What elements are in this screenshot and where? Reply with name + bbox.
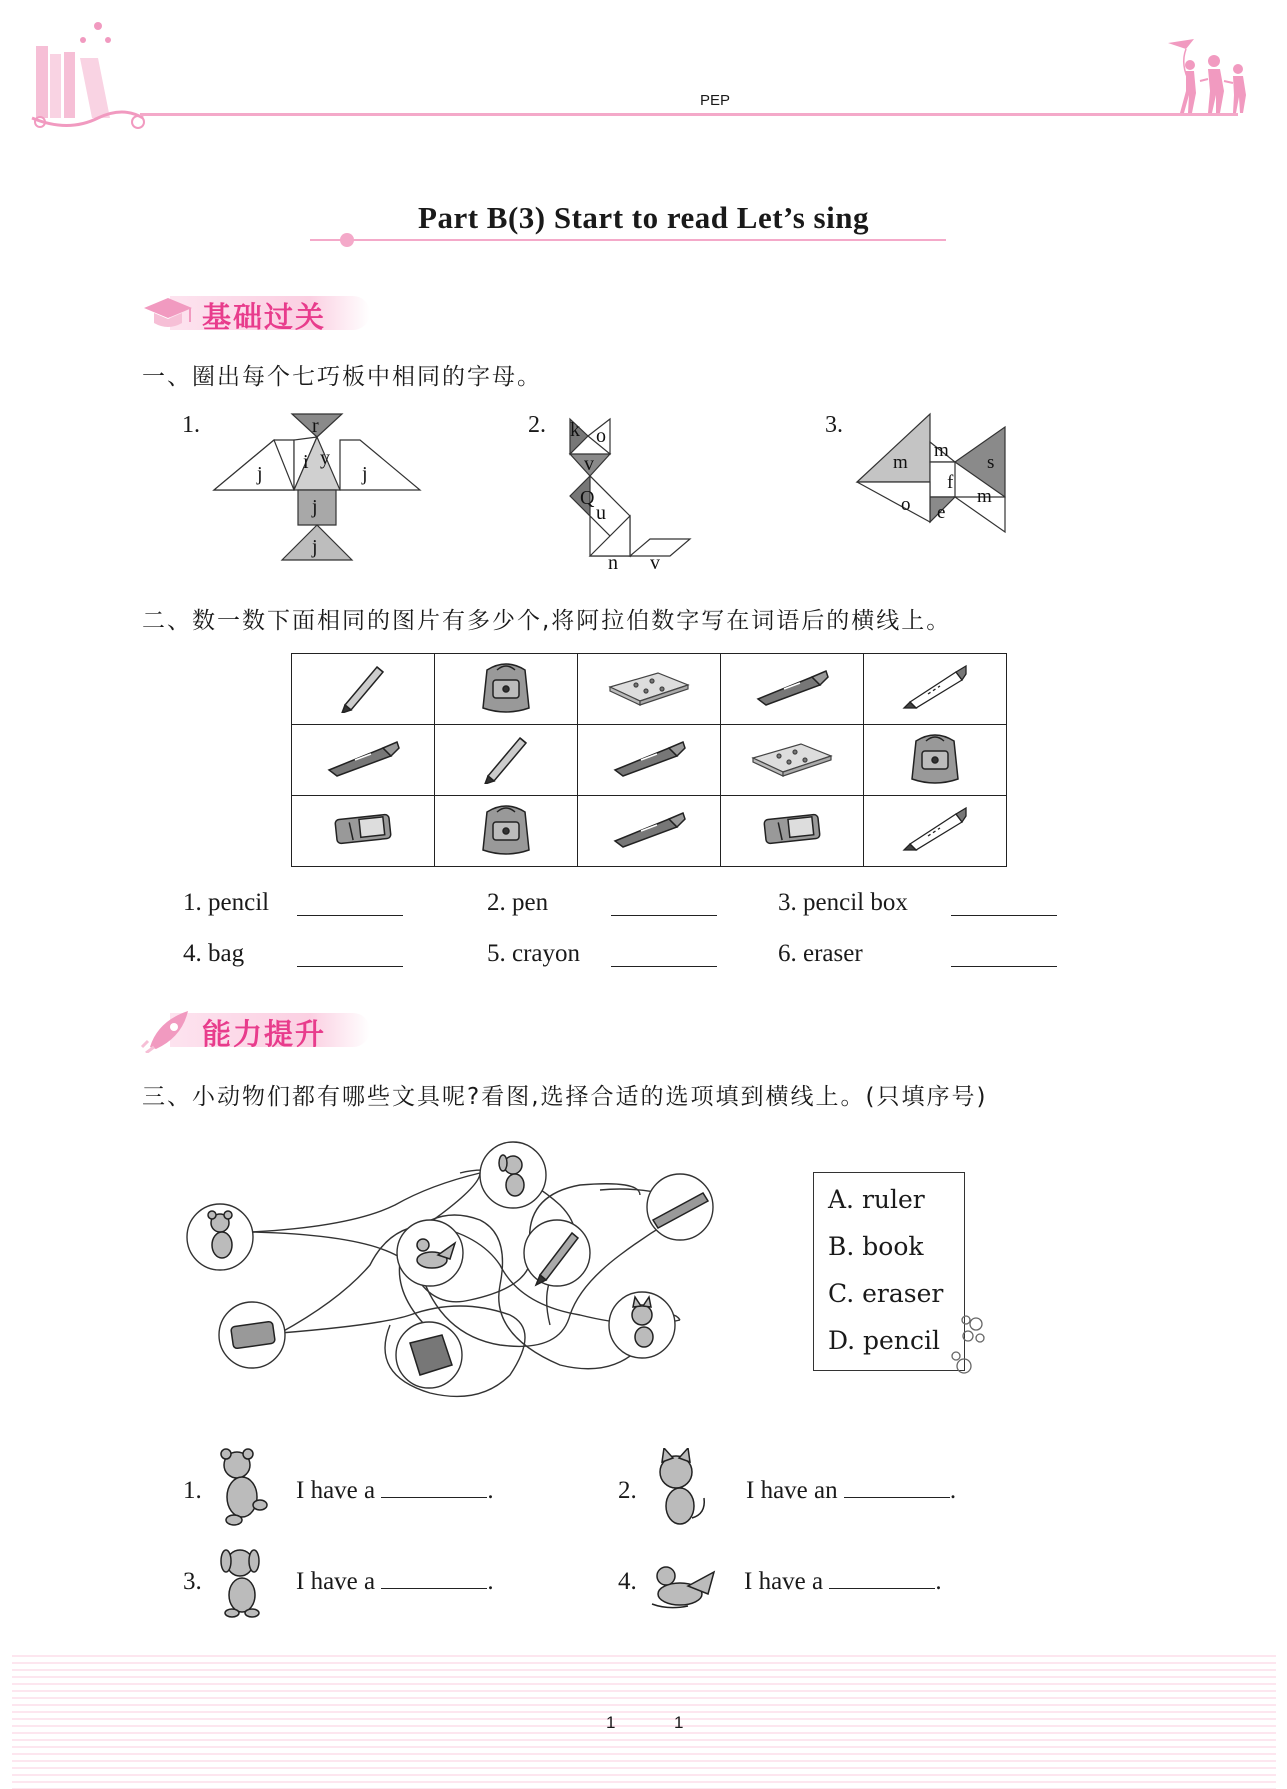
tangram-3-number: 3.: [825, 412, 843, 438]
answer-1: [183, 889, 269, 917]
tangram-1-letter-j-left: j: [257, 463, 263, 485]
sentence-2: [746, 1477, 956, 1505]
pen-icon: [611, 834, 687, 853]
sentence-4-blank[interactable]: [829, 1588, 935, 1589]
answer-6: [778, 940, 863, 968]
answer-label: 1. pencil: [183, 889, 270, 916]
answer-2: [487, 889, 548, 917]
grid-cell: [864, 725, 1007, 796]
period: .: [949, 1477, 957, 1504]
page-footer: [12, 1655, 1276, 1789]
grid-cell: [578, 725, 721, 796]
sentence-3: [296, 1568, 494, 1596]
bag-icon: [473, 843, 539, 862]
tangram-2-figure: [560, 414, 700, 579]
tangram-3-letter-m-right: m: [977, 486, 992, 507]
header-logo: [28, 18, 153, 136]
grid-row: [292, 725, 1007, 796]
grid-row: [292, 796, 1007, 867]
answer-3: [778, 889, 908, 917]
header-rule: [140, 113, 1238, 116]
q3-instruction: 三、小动物们都有哪些文具呢?看图,选择合适的选项填到横线上。(只填序号): [142, 1084, 988, 1110]
tangram-3-letter-m-left: m: [893, 452, 908, 473]
tangram-1-letter-i: i: [303, 451, 309, 473]
cat-icon: [632, 1297, 653, 1347]
page-number-right: 1: [674, 1713, 684, 1732]
tangram-2-letter-n: n: [608, 552, 618, 574]
tangram-2-letter-u: u: [596, 502, 606, 524]
pen-icon: [611, 763, 687, 782]
eraser-icon: [330, 834, 396, 853]
pencil-box-icon: [606, 692, 692, 711]
grid-cell: [721, 654, 864, 725]
tangram-3-letter-s: s: [987, 452, 995, 473]
tangram-1-letter-j-square: j: [312, 496, 318, 518]
sentence-text: I have a: [296, 1477, 376, 1504]
option-a: A. ruler: [828, 1185, 925, 1214]
maze-figure: [180, 1125, 725, 1405]
answer-label: 4. bag: [183, 940, 245, 967]
section-heading: 能力提升: [202, 1017, 327, 1051]
tangram-3-letter-e: e: [937, 502, 946, 523]
section-heading: 基础过关: [202, 300, 327, 334]
tangram-3-figure: [855, 412, 1015, 547]
sentence-2-blank[interactable]: [844, 1497, 950, 1498]
answer-5-blank[interactable]: [611, 966, 717, 967]
answer-3-blank[interactable]: [951, 915, 1057, 916]
pencil-icon: [333, 698, 393, 717]
tangram-1-figure: [212, 410, 422, 570]
grid-cell: [435, 796, 578, 867]
option-c: C. eraser: [828, 1279, 944, 1308]
paw-print-icon: [950, 1312, 986, 1378]
grid-cell: [435, 654, 578, 725]
bear-icon: [212, 1445, 272, 1527]
sentence-4-number: 4.: [618, 1568, 637, 1595]
tangram-3-letter-f: f: [947, 472, 954, 493]
page-title: Part B(3) Start to read Let’s sing: [418, 200, 869, 235]
sentence-2-number: 2.: [618, 1477, 637, 1504]
tangram-1-number: 1.: [182, 412, 200, 438]
header-children-kite-icon: [1160, 35, 1255, 115]
sentence-3-blank[interactable]: [381, 1588, 487, 1589]
grid-cell: [578, 796, 721, 867]
bag-icon: [473, 701, 539, 720]
eraser-icon: [759, 834, 825, 853]
option-d: D. pencil: [828, 1326, 940, 1355]
answer-label: 5. crayon: [487, 940, 581, 967]
sentence-3-number: 3.: [183, 1568, 202, 1595]
grid-cell: [578, 654, 721, 725]
grid-row: [292, 654, 1007, 725]
grid-cell: [292, 725, 435, 796]
grid-cell: [721, 725, 864, 796]
sentence-text: I have a: [296, 1568, 376, 1595]
graduation-cap-icon: [140, 290, 200, 336]
rocket-icon: [140, 1007, 200, 1053]
count-grid: [291, 653, 1007, 867]
answer-label: 2. pen: [487, 889, 549, 916]
crayon-icon: [900, 837, 970, 856]
page-number-left: 1: [606, 1713, 616, 1732]
grid-cell: [435, 725, 578, 796]
pen-icon: [325, 763, 401, 782]
q1-instruction: 一、圈出每个七巧板中相同的字母。: [142, 364, 542, 390]
dog-icon: [212, 1545, 272, 1619]
section-banner-basic: [140, 290, 370, 336]
sentence-1-blank[interactable]: [381, 1497, 487, 1498]
tangram-1-letter-j-bottom: j: [312, 536, 318, 558]
sentence-text: I have a: [744, 1568, 824, 1595]
bag-icon: [902, 772, 968, 791]
answer-2-blank[interactable]: [611, 915, 717, 916]
period: .: [935, 1568, 942, 1595]
grid-cell: [864, 796, 1007, 867]
option-b: B. book: [828, 1232, 924, 1261]
tangram-2-letter-k: k: [570, 419, 580, 441]
tangram-2-letter-q: Q: [580, 487, 595, 509]
tangram-2-number: 2.: [528, 412, 546, 438]
sentence-4: [744, 1568, 942, 1596]
tangram-1-letter-j-right: j: [362, 463, 368, 485]
bird-icon: [648, 1558, 720, 1614]
grid-cell: [864, 654, 1007, 725]
pencil-box-icon: [749, 763, 835, 782]
tangram-1-letter-r: r: [312, 415, 319, 437]
tangram-3-letter-m-top: m: [934, 440, 949, 461]
tangram-2-letter-o: o: [596, 425, 606, 447]
tangram-3-letter-o: o: [901, 494, 911, 515]
sentence-1: [296, 1477, 494, 1505]
period: .: [487, 1568, 494, 1595]
grid-cell: [721, 796, 864, 867]
tangram-2-letter-v-top: v: [584, 453, 594, 475]
q2-instruction: 二、数一数下面相同的图片有多少个,将阿拉伯数字写在词语后的横线上。: [142, 608, 952, 634]
sentence-text: I have an: [746, 1477, 838, 1504]
grid-cell: [292, 654, 435, 725]
title-dot: [340, 233, 354, 247]
header-series: PEP: [700, 92, 731, 109]
pen-icon: [754, 692, 830, 711]
pencil-icon: [476, 769, 536, 788]
answer-label: 6. eraser: [778, 940, 863, 967]
title-rule: [310, 239, 946, 241]
section-banner-advanced: [140, 1007, 370, 1053]
grid-cell: [292, 796, 435, 867]
tangram-2-letter-v-bottom: v: [650, 552, 660, 574]
answer-4-blank[interactable]: [297, 966, 403, 967]
answer-6-blank[interactable]: [951, 966, 1057, 967]
answer-1-blank[interactable]: [297, 915, 403, 916]
options-box: [813, 1172, 965, 1371]
period: .: [487, 1477, 494, 1504]
cat-icon: [648, 1448, 710, 1530]
tangram-1-letter-y: y: [320, 447, 330, 469]
sentence-1-number: 1.: [183, 1477, 202, 1504]
answer-5: [487, 940, 580, 968]
answer-4: [183, 940, 244, 968]
crayon-icon: [900, 695, 970, 714]
answer-label: 3. pencil box: [778, 889, 908, 916]
